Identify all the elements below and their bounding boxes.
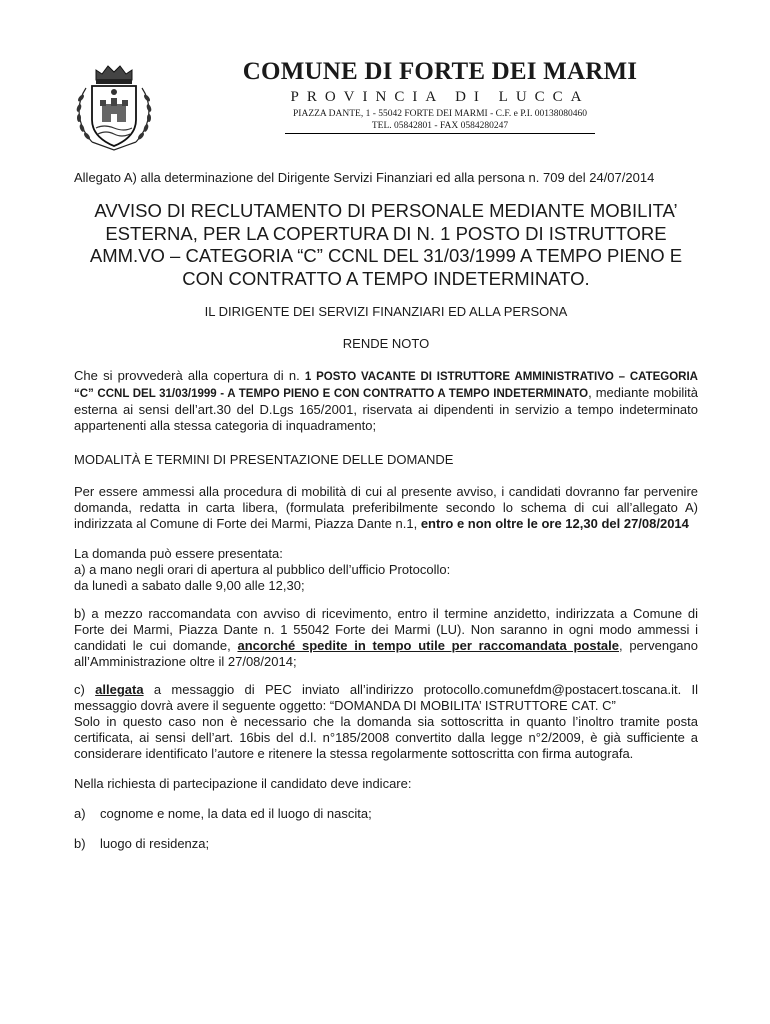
list-item-text: luogo di residenza;	[100, 836, 210, 851]
option-b-bold: ancorché spedite in tempo utile per raccomandata postale	[237, 638, 619, 653]
header-divider	[285, 133, 595, 134]
list-item	[74, 806, 698, 822]
intro-paragraph	[74, 368, 698, 434]
municipality-title: COMUNE DI FORTE DEI MARMI	[242, 58, 638, 85]
presentation-line-1: La domanda può essere presentata:	[74, 546, 283, 561]
allegato-reference: Allegato A) alla determinazione del Dirigente Servizi Finanziari ed alla persona n. 709 del 24/07/2014	[74, 170, 655, 185]
notice-title: AVVISO DI RECLUTAMENTO DI PERSONALE MEDIANTE MOBILITA’ ESTERNA, PER LA COPERTURA DI N. 1 POSTO DI ISTRUTTORE AMM.VO – CATEGORIA “C” CCNL DEL 31/03/1999 A TEMPO PIENO E CON CONTRATTO A TEMPO INDETERMINATO.	[89, 200, 683, 289]
admission-text: Per essere ammessi alla procedura di mobilità di cui al presente avviso, i candidati dovranno far pervenire domanda, redatta in carta libera, (formulata preferibilmente secondo lo schema di cui all’allegato A) indirizzata al Comune di Forte dei Marmi, Piazza Dante n.1,	[74, 484, 698, 531]
document-body	[74, 170, 698, 852]
list-item-text: cognome e nome, la data ed il luogo di nascita;	[100, 806, 372, 821]
option-b-text-1: b) a mezzo raccomandata con avviso di ricevimento, entro il termine anzidetto, indirizzata a Comune di Forte dei Marmi, Piazza Dante n. 1 55042 Forte dei Marmi (LU). Non saranno in ogni modo ammessi i candidati le cui domande,	[74, 606, 698, 653]
list-item	[74, 836, 698, 852]
deadline-bold: entro e non oltre le ore 12,30 del 27/08/2014	[420, 516, 689, 531]
option-c-note: Solo in questo caso non è necessario che la domanda sia sottoscritta in quanto l’inoltro tramite posta certificata, ai sensi dell’art. 16bis del d.l. n°185/2008 convertito dalla legge n°2/2009, è già sufficiente a considerare identificato l’autore e ritenere la stessa regolarmente sottoscritta con firma autografa.	[74, 714, 698, 761]
admission-paragraph	[74, 484, 698, 532]
intro-text-2: , mediante mobilità esterna ai sensi dell’art.30 del D.Lgs 165/2001, riservata ai dipendenti in servizio a tempo indeterminato appartenenti alla stessa categoria di inquadramento;	[74, 385, 698, 433]
intro-bold-position: 1 POSTO VACANTE DI ISTRUTTORE AMMINISTRATIVO – CATEGORIA “C” CCNL DEL 31/03/1999 - A TEMPO PIENO E CON CONTRATTO A TEMPO INDETERMINATO	[74, 371, 698, 400]
rende-noto-heading: RENDE NOTO	[342, 336, 430, 351]
option-c-text-1: a messaggio di PEC inviato all’indirizzo protocollo.comunefdm@postacert.toscana.it. Il messaggio dovrà avere il seguente oggetto: “DOMANDA DI MOBILITA’ ISTRUTTORE CAT. C”	[74, 682, 698, 713]
list-item-label: a)	[74, 806, 86, 821]
option-b-text-2: , pervengano all’Amministrazione oltre il 27/08/2014;	[74, 638, 698, 669]
presentation-line-2: a) a mano negli orari di apertura al pubblico dell’ufficio Protocollo:	[74, 562, 451, 577]
option-c-bold: allegata	[95, 682, 144, 697]
phone-line: TEL. 05842801 - FAX 0584280247	[371, 121, 509, 131]
intro-text-1: Che si provvederà alla copertura di n.	[74, 368, 305, 383]
presentation-block	[74, 546, 698, 594]
option-b-paragraph	[74, 606, 698, 670]
issuer-heading: IL DIRIGENTE DEI SERVIZI FINANZIARI ED ALLA PERSONA	[204, 304, 568, 319]
option-c-paragraph	[74, 682, 698, 714]
section-heading: MODALITÀ E TERMINI DI PRESENTAZIONE DELLE DOMANDE	[74, 452, 454, 467]
coat-of-arms-icon	[72, 58, 156, 154]
list-item-label: b)	[74, 836, 86, 851]
requirements-intro: Nella richiesta di partecipazione il candidato deve indicare:	[74, 776, 412, 791]
address-line: PIAZZA DANTE, 1 - 55042 FORTE DEI MARMI - C.F. e P.I. 00138080460	[293, 109, 587, 119]
presentation-line-3: da lunedì a sabato dalle 9,00 alle 12,30;	[74, 578, 305, 593]
province-line: PROVINCIA DI LUCCA	[290, 89, 590, 105]
option-c-prefix: c)	[74, 682, 96, 697]
